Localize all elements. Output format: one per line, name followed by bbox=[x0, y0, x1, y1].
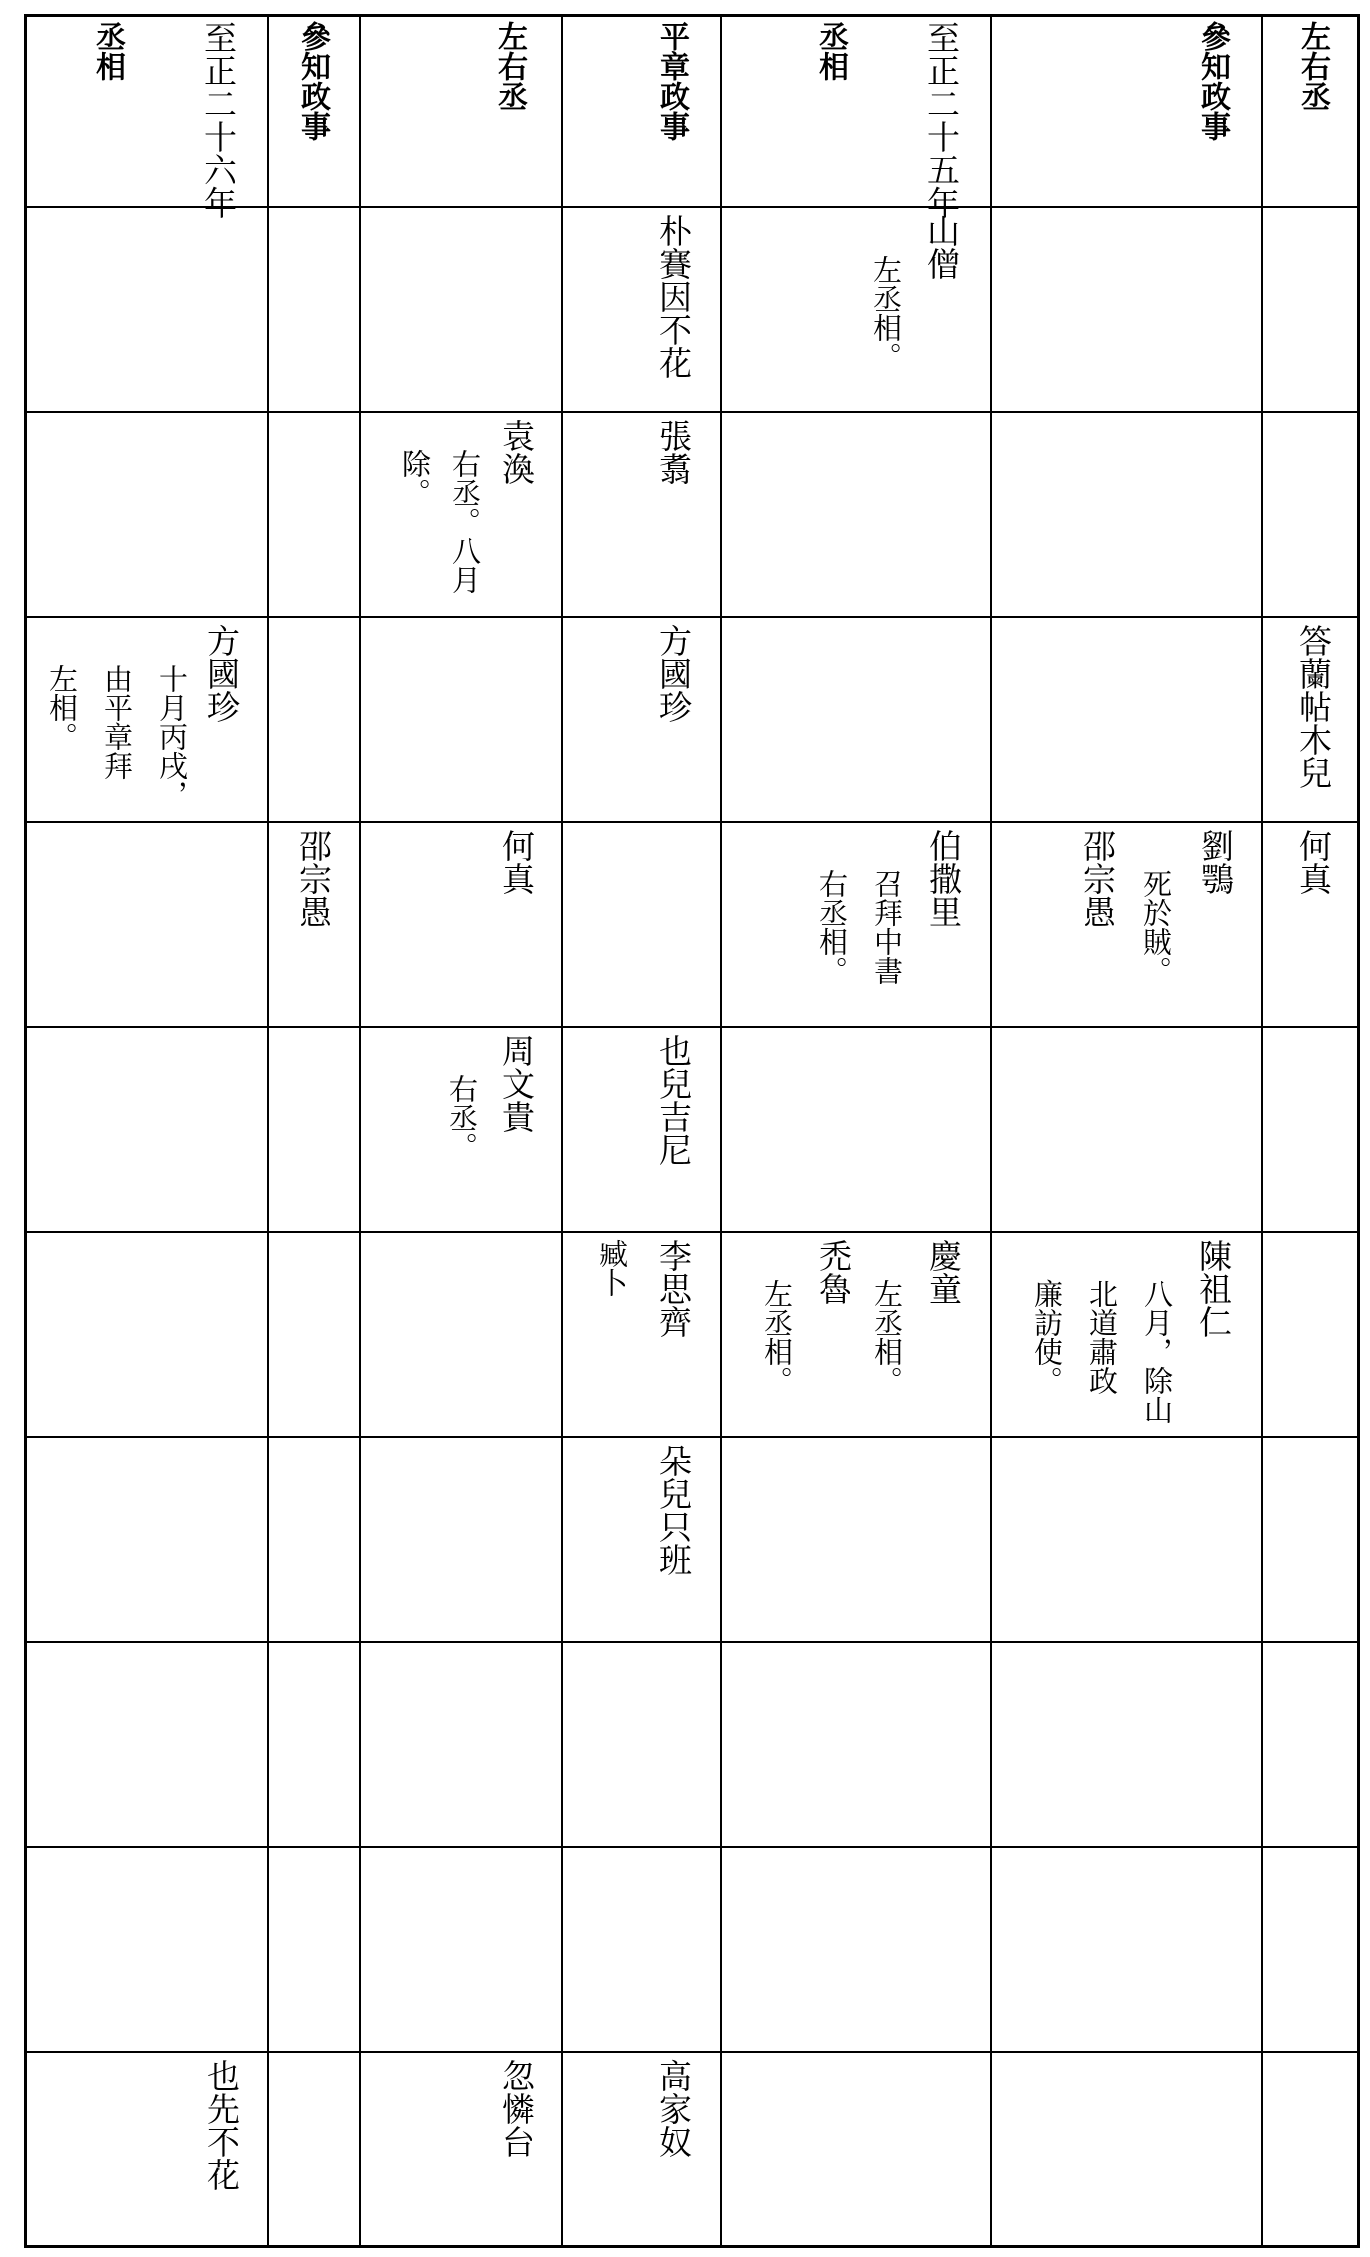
chronology-table bbox=[24, 14, 1360, 2248]
cell-note: 右丞。 bbox=[445, 1074, 479, 1161]
column-divider bbox=[561, 17, 563, 2245]
row-divider bbox=[27, 821, 1357, 823]
cell-name: 朴賽因不花 bbox=[654, 214, 693, 379]
row-divider bbox=[27, 2051, 1357, 2053]
cell-note: 除。 bbox=[398, 449, 432, 507]
header-canzhi-25: 參知政事 bbox=[1195, 21, 1230, 141]
cell-name: 伯撒里 bbox=[924, 829, 963, 928]
cell-note: 左丞相。 bbox=[869, 255, 903, 371]
cell-note: 北道肅政 bbox=[1085, 1279, 1119, 1395]
header-year-25: 至正二十五年 bbox=[922, 21, 961, 219]
cell-note: 臧卜 bbox=[595, 1239, 629, 1297]
header-chengxiang-25: 丞相 bbox=[813, 21, 848, 81]
column-divider bbox=[720, 17, 722, 2245]
cell-note: 右丞相。 bbox=[815, 869, 849, 985]
cell-note: 召拜中書 bbox=[870, 869, 904, 985]
cell-name: 方國珍 bbox=[654, 624, 693, 723]
cell-note: 八月，除山 bbox=[1140, 1279, 1174, 1424]
cell-name: 袁渙 bbox=[497, 419, 536, 485]
cell-name: 山僧 bbox=[922, 214, 961, 280]
cell-name: 忽憐台 bbox=[497, 2059, 536, 2158]
row-divider bbox=[27, 616, 1357, 618]
row-divider bbox=[27, 1231, 1357, 1233]
cell-name: 方國珍 bbox=[202, 624, 241, 723]
cell-name: 張翥 bbox=[654, 419, 693, 485]
cell-note: 廉訪使。 bbox=[1030, 1279, 1064, 1395]
column-divider bbox=[267, 17, 269, 2245]
column-divider bbox=[1261, 17, 1263, 2245]
cell-note: 右丞。八月 bbox=[448, 449, 482, 594]
cell-name: 慶童 bbox=[924, 1239, 963, 1305]
cell-name: 周文貴 bbox=[497, 1034, 536, 1133]
cell-name: 陳祖仁 bbox=[1194, 1239, 1233, 1338]
cell-name: 也兒吉尼 bbox=[654, 1034, 693, 1166]
cell-note: 十月丙戌， bbox=[155, 664, 189, 809]
row-divider bbox=[27, 1436, 1357, 1438]
cell-name: 禿魯 bbox=[814, 1239, 853, 1305]
row-divider bbox=[27, 411, 1357, 413]
header-year-26: 至正二十六年 bbox=[199, 21, 238, 219]
cell-name: 答蘭帖木兒 bbox=[1294, 624, 1333, 789]
cell-name: 何真 bbox=[497, 829, 536, 895]
cell-name: 李思齊 bbox=[654, 1239, 693, 1338]
cell-name: 高家奴 bbox=[654, 2059, 693, 2158]
cell-note: 由平章拜 bbox=[100, 664, 134, 780]
column-divider bbox=[359, 17, 361, 2245]
row-divider bbox=[27, 1846, 1357, 1848]
header-zuoyou-26: 左右丞 bbox=[492, 21, 527, 111]
cell-note: 左丞相。 bbox=[870, 1279, 904, 1395]
row-divider bbox=[27, 1641, 1357, 1643]
header-canzhi-26: 參知政事 bbox=[295, 21, 330, 141]
cell-note: 左相。 bbox=[45, 664, 79, 751]
cell-name: 劉鶚 bbox=[1196, 829, 1235, 895]
cell-name: 何真 bbox=[1294, 829, 1333, 895]
cell-name: 也先不花 bbox=[202, 2059, 241, 2191]
cell-name: 邵宗愚 bbox=[1078, 829, 1117, 928]
cell-note: 左丞相。 bbox=[760, 1279, 794, 1395]
header-chengxiang-26: 丞相 bbox=[90, 21, 125, 81]
cell-note: 死於賊。 bbox=[1139, 869, 1173, 985]
cell-name: 朵兒只班 bbox=[654, 1444, 693, 1576]
header-zuoyou-25: 左右丞 bbox=[1295, 21, 1330, 111]
cell-name: 邵宗愚 bbox=[294, 829, 333, 928]
column-divider bbox=[990, 17, 992, 2245]
row-divider bbox=[27, 1026, 1357, 1028]
header-pingzhang-26: 平章政事 bbox=[654, 21, 689, 141]
